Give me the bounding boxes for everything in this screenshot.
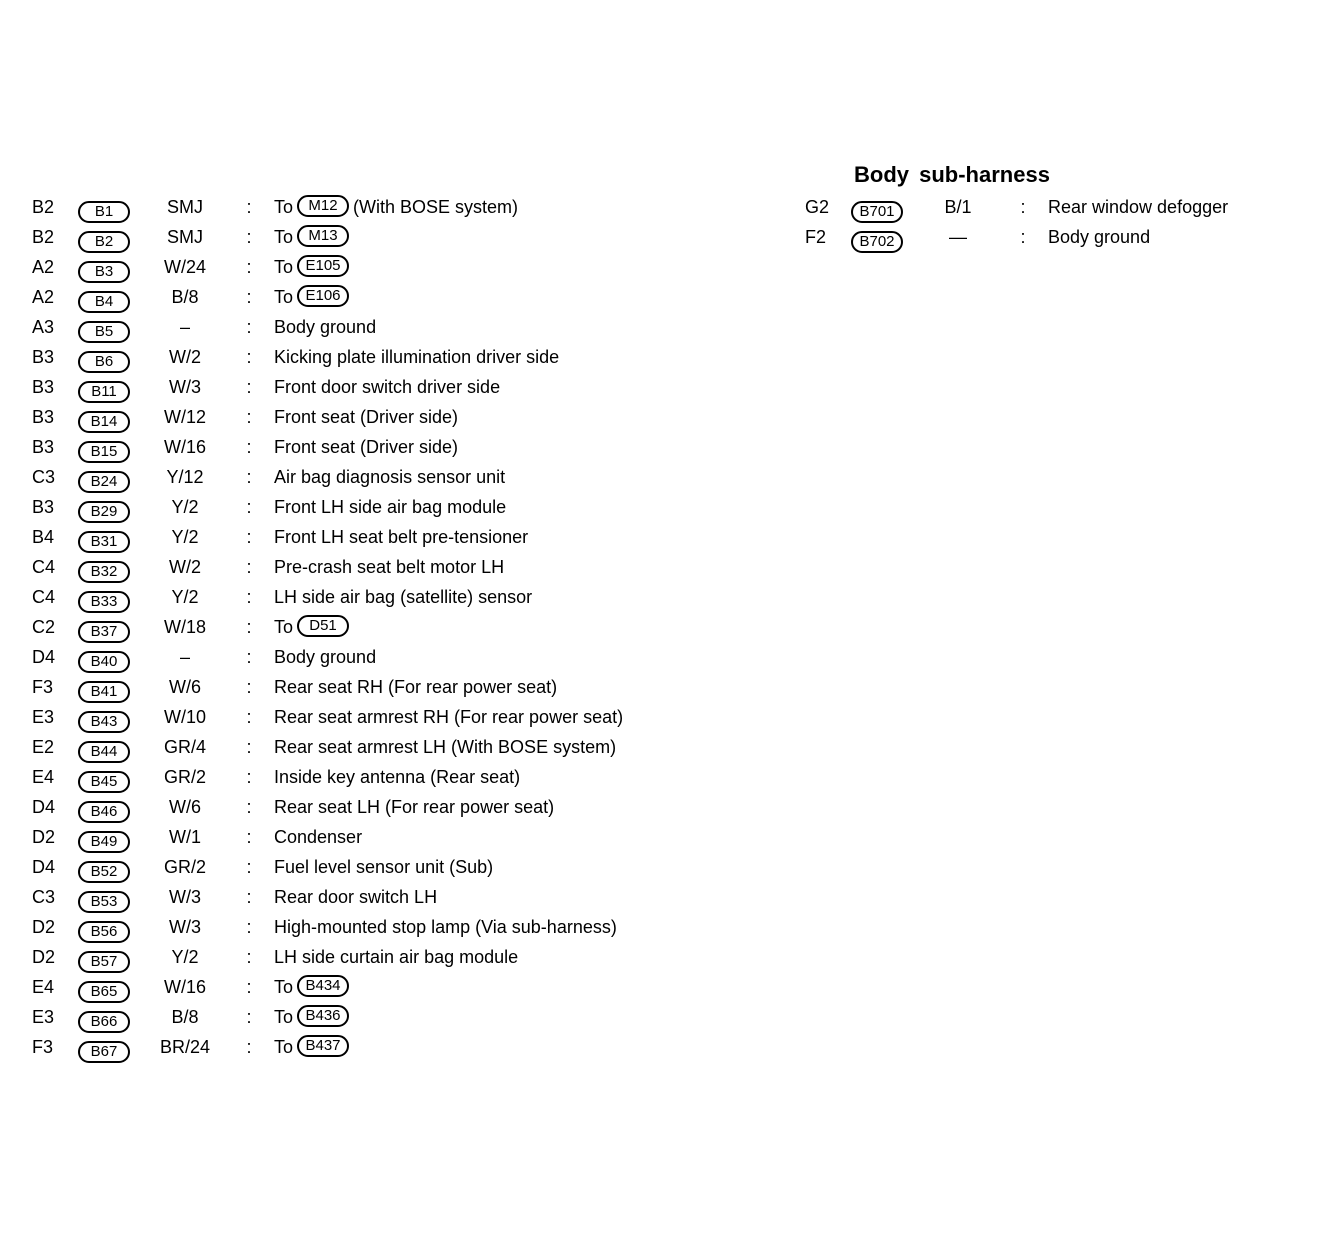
connector-description: Rear window defogger xyxy=(1048,197,1229,217)
grid-reference: A3 xyxy=(32,317,55,337)
wire-color: W/6 xyxy=(168,797,201,817)
wire-color: Y/2 xyxy=(171,587,199,607)
grid-reference: B3 xyxy=(32,347,55,367)
connector-badge: B37 xyxy=(78,621,130,643)
wire-color: Y/2 xyxy=(171,947,199,967)
wire-color: W/6 xyxy=(168,677,201,697)
separator-colon: : xyxy=(246,497,252,517)
connector-badge: B45 xyxy=(78,771,130,793)
wire-color: Y/2 xyxy=(171,497,199,517)
connector-description xyxy=(274,1002,353,1032)
grid-reference: B4 xyxy=(32,527,55,547)
connector-row xyxy=(0,492,507,522)
connector-row xyxy=(0,822,363,852)
wire-color: GR/2 xyxy=(163,857,206,877)
connector-description: Front LH side air bag module xyxy=(274,497,507,517)
separator-colon: : xyxy=(246,827,252,847)
grid-reference: C3 xyxy=(32,887,56,907)
separator-colon: : xyxy=(246,527,252,547)
connector-row xyxy=(0,792,555,822)
connector-description: Body ground xyxy=(1048,227,1151,247)
grid-reference: D2 xyxy=(32,947,56,967)
connector-badge: B66 xyxy=(78,1011,130,1033)
grid-reference: F2 xyxy=(805,227,827,247)
grid-reference: C3 xyxy=(32,467,56,487)
grid-reference: A2 xyxy=(32,287,55,307)
grid-reference: D4 xyxy=(32,797,56,817)
grid-reference: D4 xyxy=(32,857,56,877)
description-prefix: To xyxy=(274,197,294,217)
connector-row xyxy=(0,942,519,972)
connector-badge: B49 xyxy=(78,831,130,853)
connector-description xyxy=(274,972,353,1002)
connector-badge: B3 xyxy=(78,261,130,283)
wire-color: Y/12 xyxy=(166,467,204,487)
separator-colon: : xyxy=(246,227,252,247)
connector-badge: B41 xyxy=(78,681,130,703)
description-prefix: To xyxy=(274,977,294,997)
referenced-connector-badge: D51 xyxy=(297,615,349,637)
separator-colon: : xyxy=(246,557,252,577)
separator-colon: : xyxy=(246,767,252,787)
connector-badge: B2 xyxy=(78,231,130,253)
wire-color: — xyxy=(949,227,967,247)
connector-row xyxy=(0,252,341,282)
grid-reference: F3 xyxy=(32,677,54,697)
connector-description: Front LH seat belt pre-tensioner xyxy=(274,527,529,547)
connector-description: Pre-crash seat belt motor LH xyxy=(274,557,505,577)
connector-badge: B46 xyxy=(78,801,130,823)
connector-badge: B44 xyxy=(78,741,130,763)
grid-reference: B3 xyxy=(32,377,55,397)
connector-row xyxy=(0,612,337,642)
connector-description: Front seat (Driver side) xyxy=(274,437,459,457)
grid-reference: E4 xyxy=(32,767,55,787)
wire-color: W/10 xyxy=(163,707,206,727)
connector-description: Inside key antenna (Rear seat) xyxy=(274,767,521,787)
connector-badge: B32 xyxy=(78,561,130,583)
connector-badge: B14 xyxy=(78,411,130,433)
connector-badge: B56 xyxy=(78,921,130,943)
wire-color: B/8 xyxy=(171,1007,199,1027)
grid-reference: B2 xyxy=(32,227,55,247)
section-title-body-sub-harness: Body sub-harness xyxy=(854,162,1050,187)
connector-description xyxy=(274,282,353,312)
connector-description: Kicking plate illumination driver side xyxy=(274,347,560,367)
connector-row xyxy=(0,762,521,792)
connector-description: Rear seat RH (For rear power seat) xyxy=(274,677,558,697)
separator-colon: : xyxy=(246,647,252,667)
connector-badge: B52 xyxy=(78,861,130,883)
connector-badge: B24 xyxy=(78,471,130,493)
connector-row xyxy=(0,702,624,732)
grid-reference: D2 xyxy=(32,917,56,937)
connector-description: Front door switch driver side xyxy=(274,377,501,397)
connector-row xyxy=(0,912,617,942)
connector-badge: B65 xyxy=(78,981,130,1003)
separator-colon: : xyxy=(246,917,252,937)
grid-reference: B3 xyxy=(32,437,55,457)
connector-description: Rear seat armrest RH (For rear power seat) xyxy=(274,707,624,727)
wire-color: W/16 xyxy=(163,437,206,457)
grid-reference: C2 xyxy=(32,617,56,637)
grid-reference: D4 xyxy=(32,647,56,667)
connector-badge: B53 xyxy=(78,891,130,913)
wire-color: – xyxy=(179,317,190,337)
connector-row xyxy=(0,672,558,702)
wire-color: GR/4 xyxy=(163,737,206,757)
connector-row xyxy=(0,972,341,1002)
connector-description: Body ground xyxy=(274,647,377,667)
separator-colon: : xyxy=(246,587,252,607)
grid-reference: A2 xyxy=(32,257,55,277)
wire-color: – xyxy=(179,647,190,667)
separator-colon: : xyxy=(246,797,252,817)
wire-color: BR/24 xyxy=(159,1037,211,1057)
wire-color: SMJ xyxy=(167,197,203,217)
description-prefix: To xyxy=(274,617,294,637)
grid-reference: D2 xyxy=(32,827,56,847)
connector-badge: B31 xyxy=(78,531,130,553)
wire-color: GR/2 xyxy=(163,767,206,787)
wire-color: Y/2 xyxy=(171,527,199,547)
referenced-connector-badge: E105 xyxy=(297,255,349,277)
connector-row xyxy=(0,552,505,582)
wire-color: W/24 xyxy=(163,257,206,277)
connector-description xyxy=(274,1032,353,1062)
referenced-connector-badge: M12 xyxy=(297,195,349,217)
connector-description: Air bag diagnosis sensor unit xyxy=(274,467,506,487)
referenced-connector-badge: B437 xyxy=(297,1035,349,1057)
grid-reference: F3 xyxy=(32,1037,54,1057)
referenced-connector-badge: M13 xyxy=(297,225,349,247)
separator-colon: : xyxy=(246,887,252,907)
connector-description: High-mounted stop lamp (Via sub-harness) xyxy=(274,917,617,937)
referenced-connector-badge: B434 xyxy=(297,975,349,997)
connector-description xyxy=(274,192,518,222)
description-prefix: To xyxy=(274,1007,294,1027)
connector-description: Rear door switch LH xyxy=(274,887,438,907)
connector-description: Condenser xyxy=(274,827,363,847)
wire-color: W/3 xyxy=(168,377,201,397)
wire-color: B/8 xyxy=(171,287,199,307)
wire-color: W/16 xyxy=(163,977,206,997)
connector-description: Body ground xyxy=(274,317,377,337)
connector-row xyxy=(0,432,459,462)
connector-row xyxy=(0,342,560,372)
wire-color: W/12 xyxy=(163,407,206,427)
grid-reference: E2 xyxy=(32,737,55,757)
separator-colon: : xyxy=(246,347,252,367)
connector-row xyxy=(0,372,501,402)
wire-color: W/3 xyxy=(168,917,201,937)
grid-reference: E3 xyxy=(32,707,55,727)
connector-row xyxy=(0,462,506,492)
wire-color: W/1 xyxy=(168,827,201,847)
grid-reference: C4 xyxy=(32,587,56,607)
connector-badge: B43 xyxy=(78,711,130,733)
connector-badge: B67 xyxy=(78,1041,130,1063)
separator-colon: : xyxy=(246,257,252,277)
connector-description xyxy=(274,252,353,282)
separator-colon: : xyxy=(1020,197,1026,217)
connector-badge: B40 xyxy=(78,651,130,673)
grid-reference: B3 xyxy=(32,407,55,427)
connector-description: Front seat (Driver side) xyxy=(274,407,459,427)
grid-reference: B2 xyxy=(32,197,55,217)
wire-color: W/2 xyxy=(168,347,201,367)
connector-row xyxy=(0,522,529,552)
connector-badge: B6 xyxy=(78,351,130,373)
separator-colon: : xyxy=(246,317,252,337)
separator-colon: : xyxy=(246,617,252,637)
connector-badge: B33 xyxy=(78,591,130,613)
separator-colon: : xyxy=(246,677,252,697)
connector-description xyxy=(274,612,353,642)
connector-badge: B11 xyxy=(78,381,130,403)
connector-row xyxy=(0,402,459,432)
connector-badge: B701 xyxy=(851,201,903,223)
separator-colon: : xyxy=(246,947,252,967)
separator-colon: : xyxy=(246,737,252,757)
referenced-connector-badge: E106 xyxy=(297,285,349,307)
connector-row xyxy=(0,312,377,342)
grid-reference: B3 xyxy=(32,497,55,517)
description-prefix: To xyxy=(274,1037,294,1057)
connector-description: Rear seat LH (For rear power seat) xyxy=(274,797,555,817)
grid-reference: G2 xyxy=(805,197,830,217)
connector-row xyxy=(0,282,341,312)
description-prefix: To xyxy=(274,227,294,247)
separator-colon: : xyxy=(1020,227,1026,247)
separator-colon: : xyxy=(246,857,252,877)
separator-colon: : xyxy=(246,377,252,397)
connector-description: Fuel level sensor unit (Sub) xyxy=(274,857,494,877)
connector-badge: B4 xyxy=(78,291,130,313)
connector-description xyxy=(274,222,353,252)
referenced-connector-badge: B436 xyxy=(297,1005,349,1027)
separator-colon: : xyxy=(246,467,252,487)
connector-row xyxy=(0,882,438,912)
wire-color: W/3 xyxy=(168,887,201,907)
grid-reference: E3 xyxy=(32,1007,55,1027)
wire-color: SMJ xyxy=(167,227,203,247)
wire-color: W/2 xyxy=(168,557,201,577)
description-prefix: To xyxy=(274,287,294,307)
left-connector-list xyxy=(0,192,624,1062)
connector-description: Rear seat armrest LH (With BOSE system) xyxy=(274,737,617,757)
connector-description: LH side curtain air bag module xyxy=(274,947,519,967)
description-prefix: To xyxy=(274,257,294,277)
grid-reference: C4 xyxy=(32,557,56,577)
connector-row xyxy=(0,1032,341,1062)
separator-colon: : xyxy=(246,1007,252,1027)
separator-colon: : xyxy=(246,1037,252,1057)
connector-badge: B57 xyxy=(78,951,130,973)
connector-badge: B702 xyxy=(851,231,903,253)
connector-row xyxy=(0,1002,341,1032)
connector-row xyxy=(0,642,377,672)
connector-row xyxy=(0,852,494,882)
separator-colon: : xyxy=(246,287,252,307)
connector-badge: B29 xyxy=(78,501,130,523)
wire-color: W/18 xyxy=(163,617,206,637)
description-suffix: (With BOSE system) xyxy=(353,197,519,217)
separator-colon: : xyxy=(246,977,252,997)
separator-colon: : xyxy=(246,197,252,217)
wire-color: B/1 xyxy=(944,197,972,217)
connector-row xyxy=(0,582,533,612)
connector-badge: B15 xyxy=(78,441,130,463)
connector-badge: B1 xyxy=(78,201,130,223)
separator-colon: : xyxy=(246,407,252,427)
grid-reference: E4 xyxy=(32,977,55,997)
connector-description: LH side air bag (satellite) sensor xyxy=(274,587,533,607)
separator-colon: : xyxy=(246,707,252,727)
connector-row xyxy=(0,732,617,762)
connector-badge: B5 xyxy=(78,321,130,343)
separator-colon: : xyxy=(246,437,252,457)
